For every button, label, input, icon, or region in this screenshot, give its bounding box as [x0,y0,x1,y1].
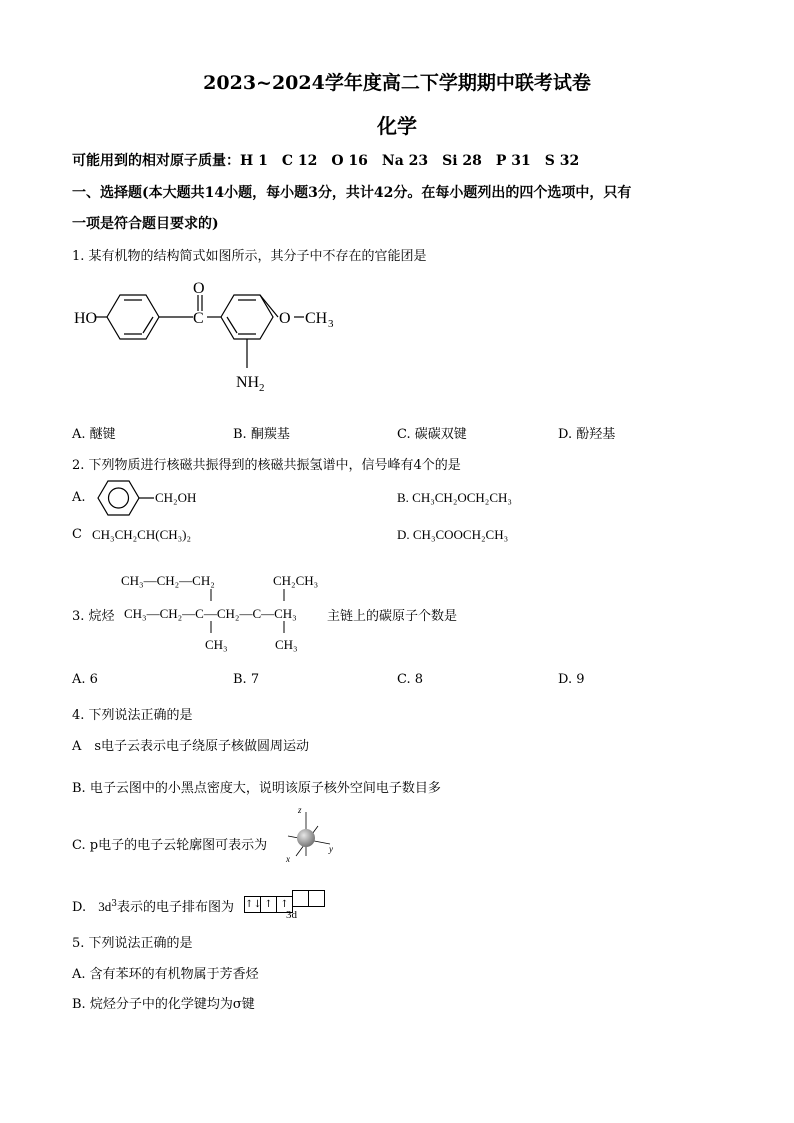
q4-p-orbital-diagram [282,804,342,866]
q2-option-a-label[interactable]: A. [72,490,86,505]
q1-methyl-label: CH [305,310,328,327]
q3-branch-methyl-right: CH₃ [275,637,298,652]
q1-amino-label: NH [236,374,260,391]
q1-option-a[interactable]: A. 醚键 [72,427,116,442]
q1-carbonyl-c-label: C [193,310,204,327]
q4-orbital-box-diagram [244,890,325,913]
q4-orbital-box [308,890,325,907]
q1-carbonyl-o-label: O [193,280,205,297]
q3-option-d[interactable]: D. 9 [558,672,585,687]
q4-orbital-box: ↑ [276,896,293,913]
q3-main-chain: CH₃—CH₂—C—CH₂—C—CH₃ [124,606,297,621]
q4-option-c[interactable]: C. p电子的电子云轮廓图可表示为 [72,838,268,853]
q2-option-b[interactable]: B. CH₃CH₂OCH₂CH₃ [397,490,512,505]
q4-option-d-exponent: 3 [111,899,117,909]
q2-stem: 2. 下列物质进行核磁共振得到的核磁共振氢谱中，信号峰有4个的是 [72,458,461,473]
q2-option-c-label[interactable]: C [72,527,82,542]
section1-instructions-line2: 一项是符合题目要求的) [72,216,219,232]
q3-branch-methyl-left: CH₃ [205,637,228,652]
q5-stem: 5. 下列说法正确的是 [72,936,193,951]
q4-axis-z-label: z [298,805,302,815]
q4-orbital-box: ↑ [260,896,277,913]
q3-branch-right: CH₂CH₃ [273,573,319,588]
q3-label: 3. 烷烃 [72,609,115,624]
q3-option-b[interactable]: B. 7 [233,672,260,687]
q1-structure-diagram [72,278,362,400]
q4-axis-y-label: y [329,844,333,854]
q4-orbital-box [292,890,309,907]
q4-orbital-box-label: 3d [286,909,297,921]
q4-orbital-box: ↑↓ [244,896,261,913]
q4-option-d-prefix: D. [72,900,87,915]
q4-option-d[interactable] [72,896,234,915]
section1-instructions-line1: 一、选择题(本大题共14小题，每小题3分，共计42分。在每小题列出的四个选项中，只有 [72,185,632,201]
q4-option-a[interactable]: A s电子云表示电子绕原子核做圆周运动 [72,739,310,754]
q3-option-c[interactable]: C. 8 [397,672,424,687]
q4-axis-x-label: x [286,854,290,864]
q3-option-a[interactable]: A. 6 [72,672,98,687]
q1-ho-label: HO [74,310,98,327]
q3-branch-left: CH₃—CH₂—CH₂ [121,573,215,588]
q4-stem: 4. 下列说法正确的是 [72,708,193,723]
q1-option-c[interactable]: C. 碳碳双键 [397,427,467,442]
subject-title: 化学 [377,114,417,138]
q2-option-d[interactable]: D. CH₃COOCH₂CH₃ [397,527,509,542]
q1-ether-o-label: O [279,310,291,327]
q1-stem: 1. 某有机物的结构简式如图所示，其分子中不存在的官能团是 [72,249,427,264]
q4-option-b[interactable]: B. 电子云图中的小黑点密度大，说明该原子核外空间电子数目多 [72,781,441,796]
q5-option-b[interactable]: B. 烷烃分子中的化学键均为σ键 [72,997,255,1012]
q1-option-b[interactable]: B. 酮羰基 [233,427,290,442]
atomic-masses: 可能用到的相对原子质量：H 1 C 12 O 16 Na 23 Si 28 P 31 S 32 [72,153,580,169]
q3-question-tail: 主链上的碳原子个数是 [327,609,458,624]
q2-option-a-group: CH₂OH [155,490,197,505]
q1-option-d[interactable]: D. 酚羟基 [558,427,616,442]
q1-methyl-subscript: 3 [328,318,334,330]
q5-option-a[interactable]: A. 含有苯环的有机物属于芳香烃 [72,967,259,982]
exam-title: 2023~2024学年度高二下学期期中联考试卷 [203,72,591,94]
q1-amino-subscript: 2 [259,382,265,394]
q4-option-d-config: 3d [98,899,112,914]
q2-option-c[interactable]: CH₃CH₂CH(CH₃)₂ [92,527,192,542]
q4-option-d-suffix: 表示的电子排布图为 [116,900,234,915]
